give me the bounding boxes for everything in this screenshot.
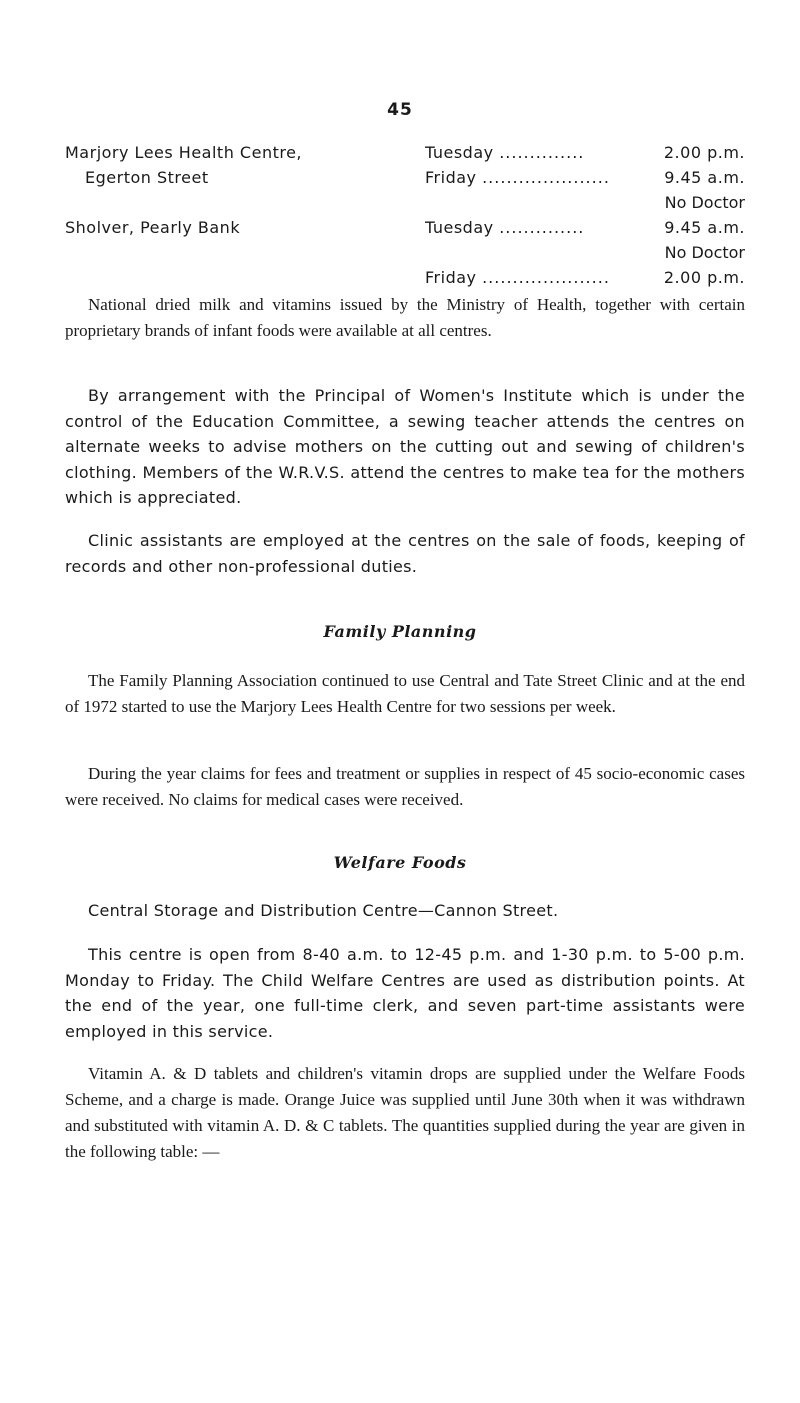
heading-family-planning: Family Planning xyxy=(323,622,477,641)
schedule-time: 2.00 p.m. xyxy=(663,268,745,287)
schedule-row xyxy=(65,193,745,218)
heading-welfare-foods: Welfare Foods xyxy=(333,853,467,872)
schedule-row xyxy=(65,143,745,168)
schedule-time: 2.00 p.m. xyxy=(663,143,745,162)
schedule-day: Friday ..................... xyxy=(425,268,610,287)
paragraph-central-storage: Central Storage and Distribution Centre—Cannon Street. xyxy=(88,901,559,920)
schedule-time: 9.45 a.m. xyxy=(664,218,745,237)
schedule-row xyxy=(65,218,745,243)
paragraph-vitamins: Vitamin A. & D tablets and children's vitamin drops are supplied under the Welfare Foods Scheme, and a charge is made. Orange Juice was supplied until June 30th when it was withdrawn and substituted with vitamin A. D. & C tablets. The quantities supplied during the year are given in the following table: — xyxy=(65,1064,745,1161)
schedule-day: Friday ..................... xyxy=(425,168,610,187)
paragraph-centre-open: This centre is open from 8-40 a.m. to 12-45 p.m. and 1-30 p.m. to 5-00 p.m. Monday to Friday. The Child Welfare Centres are used as distribution points. At the end of the year, one full-time clerk, and seven part-time assistants were employed in this service. xyxy=(65,945,745,1041)
schedule-row xyxy=(65,243,745,268)
schedule-row xyxy=(65,168,745,193)
paragraph-dried-milk: National dried milk and vitamins issued by the Ministry of Health, together with certain proprietary brands of infant foods were available at all centres. xyxy=(65,295,745,340)
paragraph-sewing: By arrangement with the Principal of Women's Institute which is under the control of the Education Committee, a sewing teacher attends the centres on alternate weeks to advise mothers on the cutting out and sewing of children's clothing. Members of the W.R.V.S. attend the centres to make tea for the mothers which is appreciated. xyxy=(65,386,745,507)
schedule-location: Sholver, Pearly Bank xyxy=(65,218,241,237)
paragraph-family-planning-2: During the year claims for fees and treatment or supplies in respect of 45 socio-economic cases were received. No claims for medical cases were received. xyxy=(65,764,745,809)
schedule-location: Egerton Street xyxy=(85,168,209,187)
schedule-location: Marjory Lees Health Centre, xyxy=(65,143,303,162)
paragraph-clinic-assistants: Clinic assistants are employed at the centres on the sale of foods, keeping of records and other non-professional duties. xyxy=(65,531,745,576)
schedule-note: No Doctor xyxy=(664,193,745,212)
schedule-day: Tuesday .............. xyxy=(425,143,585,162)
paragraph-family-planning-1: The Family Planning Association continued to use Central and Tate Street Clinic and at the end of 1972 started to use the Marjory Lees Health Centre for two sessions per week. xyxy=(65,671,745,716)
schedule-day: Tuesday .............. xyxy=(425,218,585,237)
schedule-row xyxy=(65,268,745,293)
schedule-time: 9.45 a.m. xyxy=(664,168,745,187)
clinic-schedule xyxy=(65,143,745,293)
schedule-note: No Doctor xyxy=(664,243,745,262)
page-number: 45 xyxy=(387,100,413,120)
